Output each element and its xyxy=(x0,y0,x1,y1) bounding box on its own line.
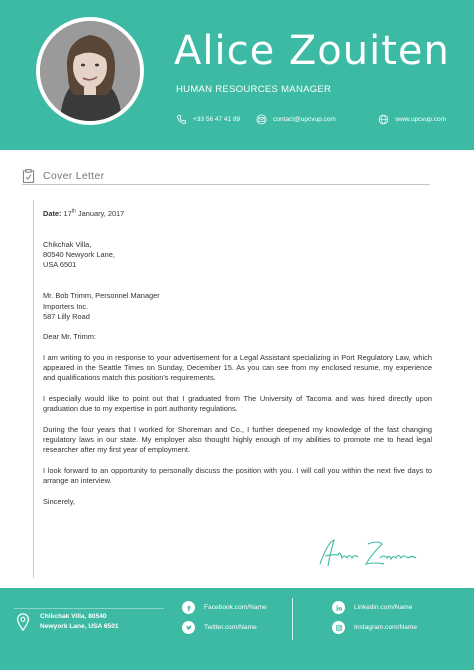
instagram-link: Instagram.com/Name xyxy=(354,624,418,631)
website-text: www.upcvup.com xyxy=(395,115,446,123)
globe-icon xyxy=(378,114,389,125)
address-line: Chikchak Villa, 80540 xyxy=(40,613,107,620)
social-instagram[interactable] xyxy=(332,621,417,634)
person-name: Alice Zouiten xyxy=(174,28,450,74)
facebook-link: Facebook.com/Name xyxy=(204,604,267,611)
closing: Sincerely, xyxy=(43,496,75,506)
footer-address xyxy=(16,612,119,632)
profile-photo xyxy=(40,21,140,121)
person-role: HUMAN RESOURCES MANAGER xyxy=(176,84,332,95)
phone-icon xyxy=(176,114,187,125)
social-linkedin[interactable] xyxy=(332,601,412,614)
email-icon xyxy=(256,114,267,125)
letter-date: Date: 17th January, 2017 xyxy=(43,208,125,218)
footer-banner xyxy=(0,588,474,670)
section-divider xyxy=(22,184,430,185)
profile-photo-image xyxy=(40,21,140,121)
sender-line: Chikchak Villa, xyxy=(43,239,92,249)
profile-photo-frame xyxy=(36,17,144,125)
facebook-icon xyxy=(182,601,195,614)
section-title: Cover Letter xyxy=(43,170,105,182)
sender-line: 80540 Newyork Lane, xyxy=(43,250,115,260)
section-header xyxy=(22,166,430,186)
letter-paragraph: I look forward to an opportunity to personally discuss the position with you. I will call you within the next five days to arrange an interview. xyxy=(43,465,432,485)
social-twitter[interactable] xyxy=(182,621,257,634)
address-line: Newyork Lane, USA 6501 xyxy=(40,623,119,630)
clipboard-icon xyxy=(22,169,35,183)
footer-line xyxy=(14,608,164,609)
location-pin-icon xyxy=(16,613,30,631)
salutation: Dear Mr. Trimm: xyxy=(43,332,96,342)
letter-paragraph: I especially would like to point out that I graduated from The University of Tacoma and was hired directly upon graduation due to my expertise in port authority regulations. xyxy=(43,393,432,414)
email-text: contact@upcvup.com xyxy=(273,115,336,123)
contact-phone[interactable] xyxy=(176,114,240,125)
letter-paragraph: I am writing to you in response to your advertisement for a Legal Assistant specializing in Port Regulatory Law, which appeared in the Seattle Times on Sunday, December 15. As you can see from my enclosed resume, my experience and qualifications match this position's requirements. xyxy=(43,352,432,383)
sender-line: USA 6501 xyxy=(43,260,77,270)
linkedin-icon xyxy=(332,601,345,614)
contact-email[interactable] xyxy=(256,114,336,125)
signature-drawing xyxy=(316,536,426,572)
twitter-icon xyxy=(182,621,195,634)
letter-body xyxy=(43,209,432,507)
handwritten-signature xyxy=(316,536,426,572)
recipient-line: Importers Inc. xyxy=(43,301,89,311)
instagram-icon xyxy=(332,621,345,634)
social-facebook[interactable] xyxy=(182,601,267,614)
twitter-link: Twitter.com/Name xyxy=(204,624,257,631)
phone-text: +33 56 47 41 89 xyxy=(193,115,241,123)
contact-row xyxy=(176,111,446,127)
recipient-line: Mr. Bob Trimm, Personnel Manager xyxy=(43,291,160,301)
recipient-line: 587 Lilly Road xyxy=(43,311,90,321)
letter-left-rule xyxy=(33,200,34,578)
header-banner xyxy=(0,0,474,150)
linkedin-link: Linkedin.com/Name xyxy=(354,604,413,611)
footer-divider xyxy=(292,598,293,640)
letter-paragraph: During the four years that I worked for Shoreman and Co., I further deepened my knowledge of the fast changing regulatory laws in our state. My employer also thought highly enough of my abilities to promote me to head legal researcher after my first year of employment. xyxy=(43,424,432,455)
contact-website[interactable] xyxy=(378,114,446,125)
